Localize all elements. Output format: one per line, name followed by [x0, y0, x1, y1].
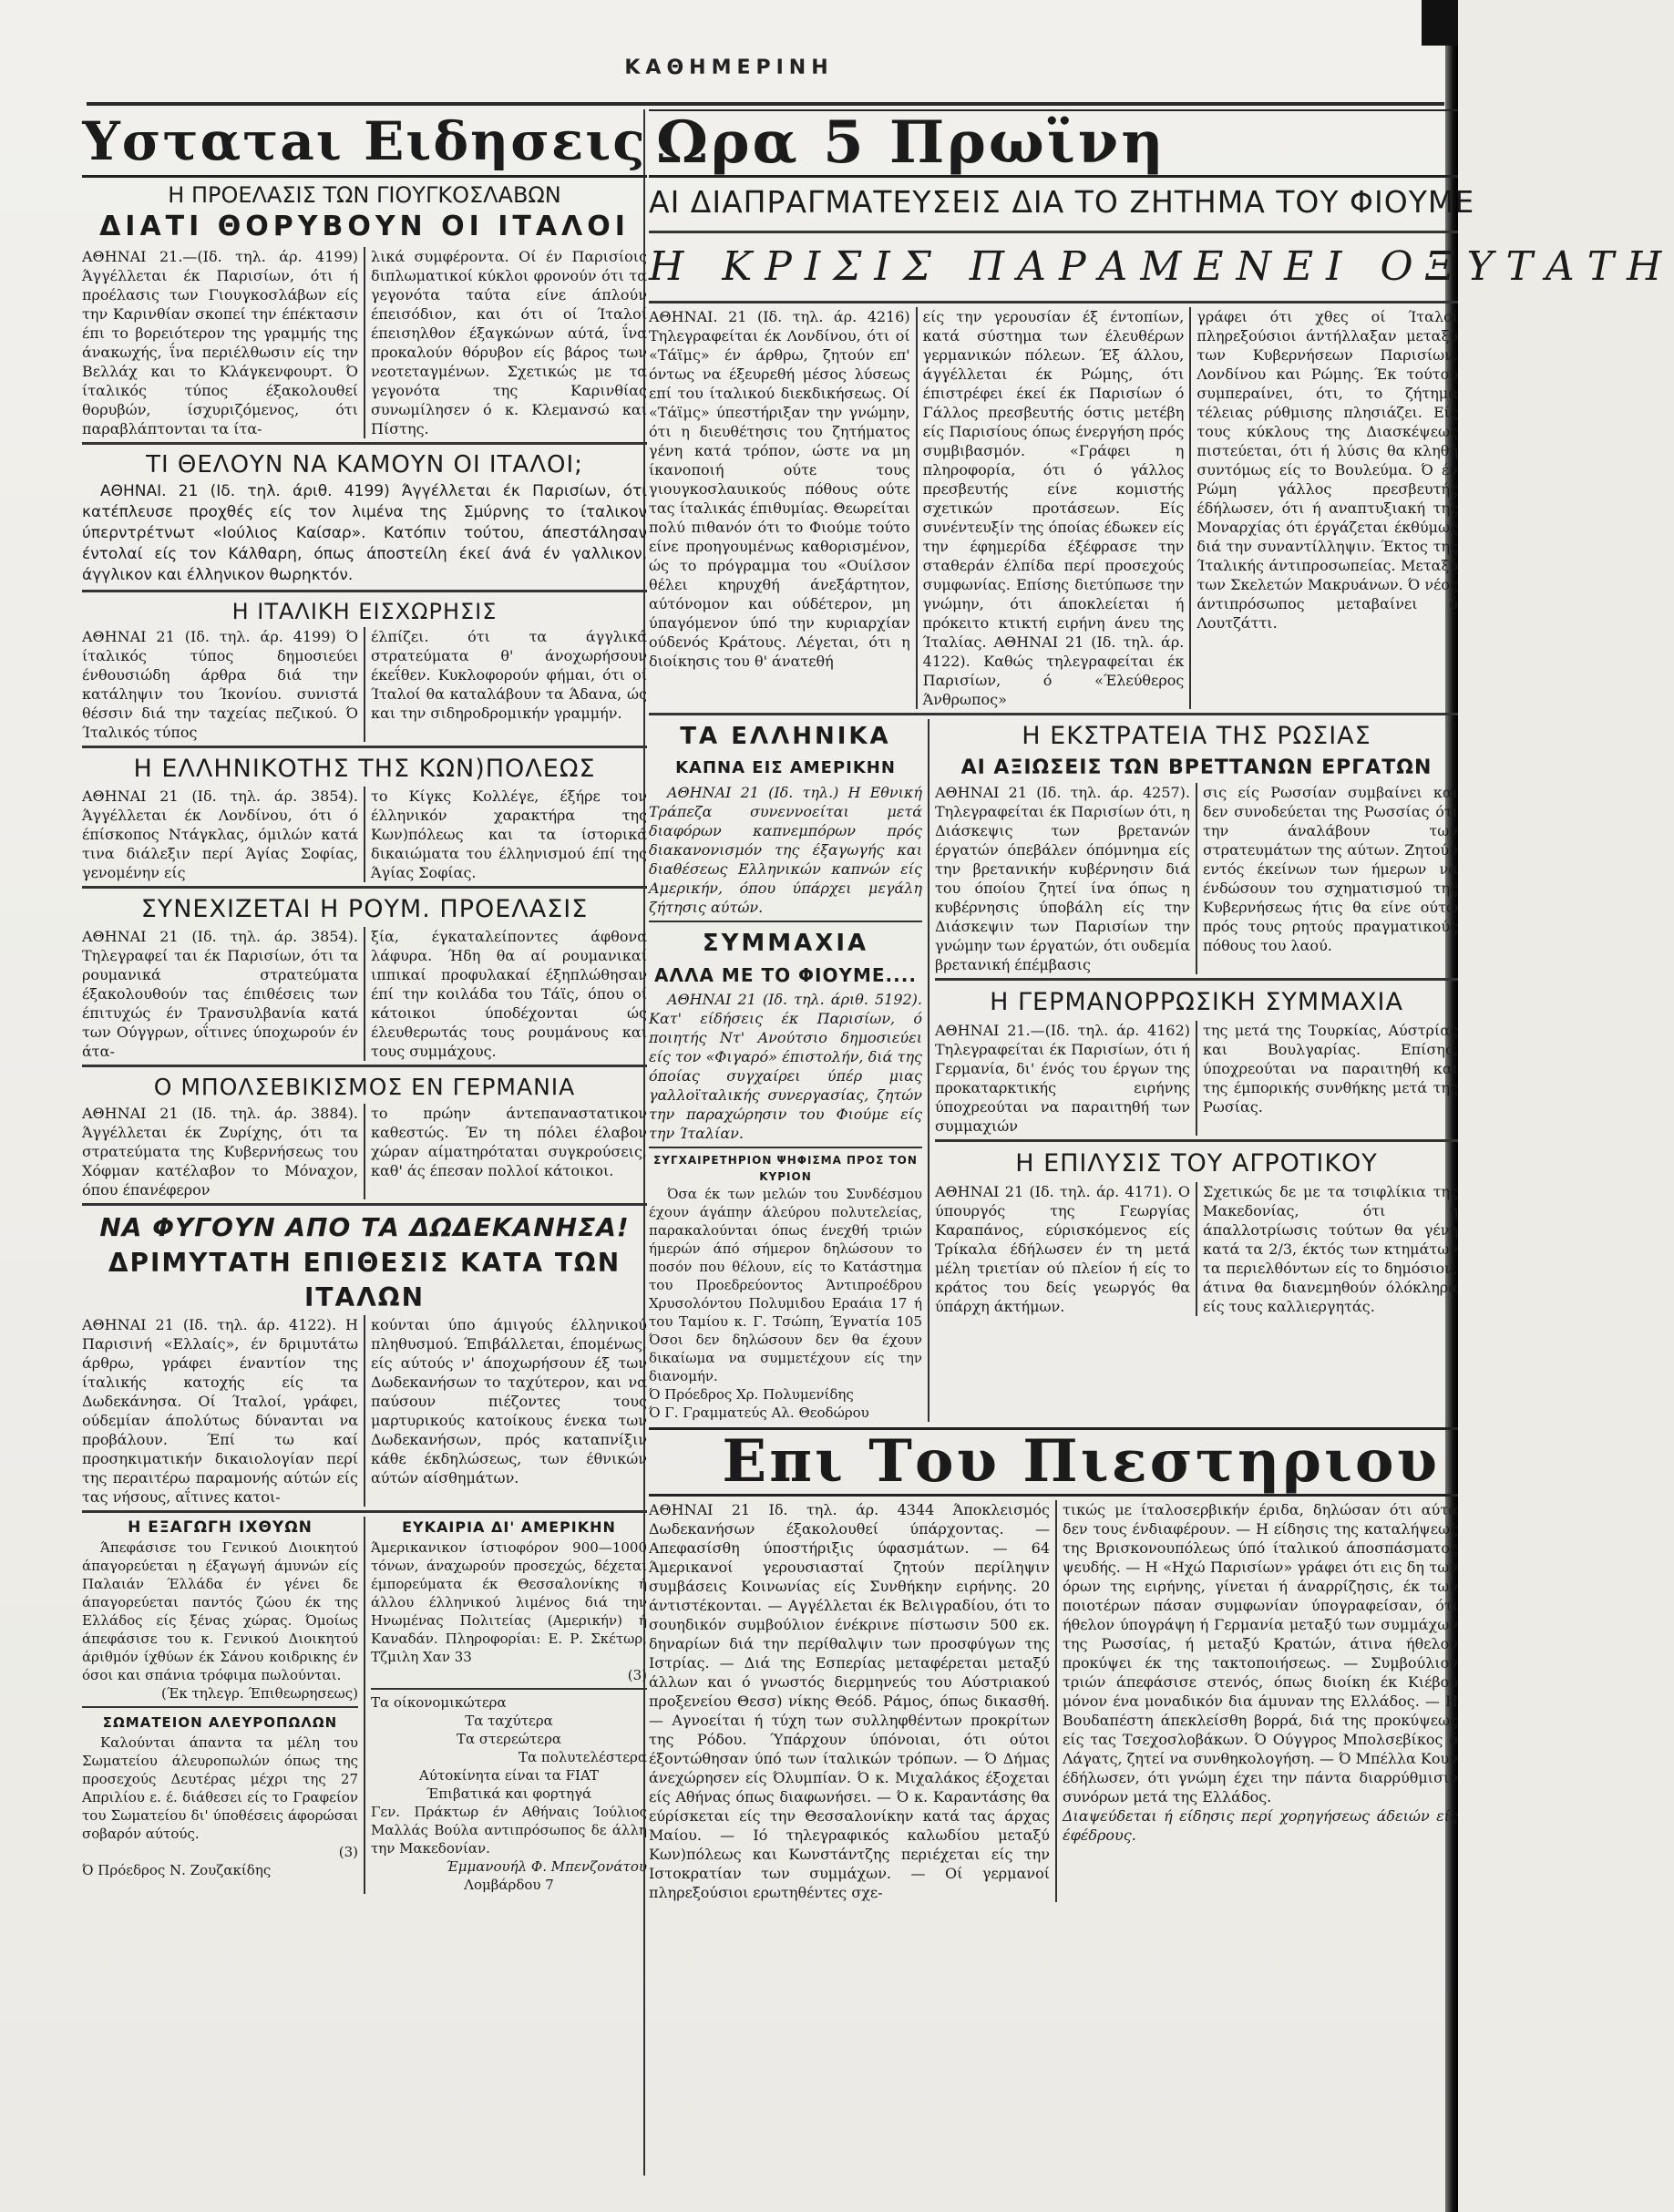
article-hellenism-constantinople — [82, 752, 647, 882]
headline: ΑΙ ΔΙΑΠΡΑΓΜΑΤΕΥΣΕΙΣ ΔΙΑ ΤΟ ΖΗΤΗΜΑ ΤΟΥ ΦΙΟΥΜΕ — [649, 184, 1475, 220]
ad-line: Τα οίκονομικώτερα — [371, 1694, 507, 1711]
article-text: Όσα έκ των μελών του Συνδέσμου έχουν άγάπην άλεύρου πολυτελείας, παρακαλούνται όπως ένεχθή τριών ήμερών άπό σήμερον δηλώσουν το ποσόν που θέλουν, είς το Κατάστημα του Προεδρεύοντος Άντιπροέδρου Χρυσολόντου Πολυμιδου Εραάια 17 ή του Ταμίου κ. Γ. Τσώπη, Έγνατία 105 Όσοι δεν δηλώσουν δεν θα έχουν δικαίωμα να συμμετέχουν είς την διανομήν. — [649, 1186, 922, 1384]
headline: ΤΑ ΕΛΛΗΝΙΚΑ — [680, 723, 891, 750]
article-text: της μετά της Τουρκίας, Αύστρίας και Βουλγαρίας. Επίσης, ύποχρεούται να παραιτηθή και της έμπορικής συνθήκης μετά της Ρωσίας. — [1203, 1022, 1458, 1116]
article-text: είς την γερουσίαν έξ έντοπίων, κατά σύστημα των έλευθέρων γερμανικών πόλεων. Έξ άλλου, άγγέλλεται έκ Ρώμης, ότι έπιστρέφει έκεί έκ Παρισίων ό Γάλλος πρεσβευτής όστις μετέβη είς Παρισίους όπως ένεργήση πρός συμβιβασμόν. «Γράφει η πληροφορία, ότι ό γάλλος πρεσβευτής είνε κομιστής σχετικών προτάσεων. Είς συνέντευξίν της όποίας έδωκεν είς την έφημερίδα έξέφρασε την σταθεράν έλπίδα περί προσεχούς συμφωνίας. Επίσης διετύπωσε την γνώμην, ότι άποκλείεται ή πρόκειτο κτικτή ειρήνη άνευ της Ίταλίας. ΑΘΗΝΑΙ 21 (Ιδ. τηλ. άρ. 4122). Καθώς τηλεγραφείται έκ Παρισίων, ό «Έλεύθερος Άνθρωπος» — [922, 308, 1185, 708]
headline: ΑΙ ΑΞΙΩΣΕΙΣ ΤΩΝ ΒΡΕΤΤΑΝΩΝ ΕΡΓΑΤΩΝ — [960, 756, 1433, 779]
classifieds — [82, 1517, 647, 1894]
article-bolshevism-germany — [82, 1071, 647, 1199]
headline: ΣΥΜΜΑΧΙΑ — [702, 930, 869, 957]
article-text: τικώς με ίταλοσερβικήν έριδα, δηλώσαν ότι αύτά δεν τους ένδιαφέρουν. — Η είδησις της καταλήψεως της Βρισκονουπόλεως ύπό ίταλικού άποσπάσματος ψευδής. — Η «Ηχώ Παρισίων» γράφει ότι εις δη των όρων της ειρήνης, γίνεται ή άναρρίζησις, έκ των ποιοτέρων πάσαν συμφωνίαν ύπογραφείσαν, ότι ήθελον ύπογράψη ή Γερμανία μεταξύ των συμμάχων της Ρωσσίας, ή μεταξύ Κρατών, άτινα ήθελον προκύψει έκ της τακτοποιήσεως. — Συμβούλιον τριών άπεφάσισε στενός, όπως διοίκη έκ Κιέβου μόνον ένα μοναδικόν δια άμυναν της Ελλάδος. — Η Βουδαπέστη άπεκλείσθη βορρά, διά της προκύψεως είς τας Τσεχοσλοβάκων. Ό Ούγγρος Μπολσεβίκος ό Λάγατς, ζητεί να συνθηκολογήση. — Ό Μπέλλα Κουν έδήλωσεν, ότι γνώμη έχει την πάντα διαρρύθμισιν συνόρων μετά της Ελλάδος. — [1063, 1501, 1458, 1806]
article-text: Σχετικώς δε με τα τσιφλίκια της Μακεδονίας, ότι ή άπαλλοτρίωσις τούτων θα γένη κατά τα 2/3, έκτός των κτημάτων τα περιελθόντων είς το δημόσιον, άτινα θα διανεμηθούν όλόκληρα είς τους καλλιεργητάς. — [1203, 1183, 1458, 1315]
headline: ΕΥΚΑΙΡΙΑ ΔΙ' ΑΜΕΡΙΚΗΝ — [402, 1518, 616, 1536]
left-column — [82, 109, 647, 2176]
article-text: λικά συμφέροντα. Οί έν Παρισίοις διπλωματικοί κύκλοι φρονούν ότι τα γεγονότα ταύτα είνε άπλούν έπεισόδιον, και ότι οί Ίταλοί έπεισηλθον έξαγκώνων αύτά, ΐνα προκαλούν θόρυβον είς βάρος των νεοτεταγμένων. Σχετικώς με τα γεγονότα της Καρινθίας συνωμίλησεν ό κ. Κλεμανσώ και Πίστης. — [371, 248, 647, 437]
article-text: ΑΘΗΝΑΙ. 21 (Ιδ. τηλ. άριθ. 4199) Άγγέλλεται έκ Παρισίων, ότι κατέπλευσε προχθές είς τον λιμένα της Σμύρνης το ίταλικον ύπερντρέτνωτ «Ιούλιος Καίσαρ». Κατόπιν τούτου, άπεστάλησαν έντολαί είς τον Κάλθαρη, όπως άποστείλη έκεί άνά έν γαλλικον, άγγλικον και έλληνικον θωρηκτόν. — [82, 482, 647, 584]
fiat-ad — [371, 1693, 647, 1894]
article-text: το Κίγκς Κολλέγε, έξήρε τον έλληνικόν χαρακτήρα της Κων)πόλεως και τα ίστορικά δικαιώματα του έλληνισμού έπί της Άγίας Σοφίας. — [371, 787, 647, 881]
headline: Η ΓΕΡΜΑΝΟΡΡΩΣΙΚΗ ΣΥΜΜΑΧΙΑ — [990, 988, 1403, 1016]
ad-line: Γεν. Πράκτωρ έν Αθήναις Ίούλιος Μαλλάς Βούλα αντιπρόσωπος δε άλλη την Μακεδονίαν. — [371, 1804, 647, 1857]
article-russia-campaign — [935, 719, 1458, 974]
notice-text: Άπεφάσισε του Γενικού Διοικητού άπαγορεύεται η έξαγωγή άμυνών είς Παλαιάν Έλλάδα έν γένει δε άπαγορεύεται παντός ζώου έκ της Ελλάδος είς ξένας χώρας. Όμοίως άπεφάσισε του κ. Γενικού Διοικητού άριθμόν ίχθύων έκ Σάνου κοιδρικης έν όσοι και σπάνια τρόφιμα πωλούνται. — [82, 1539, 358, 1683]
signature: Ό Πρόεδρος Ν. Ζουζακίδης — [82, 1862, 272, 1878]
article-romanian-advance — [82, 892, 647, 1061]
signature: Ό Πρόεδρος Χρ. Πολυμενίδης — [649, 1386, 854, 1403]
page-corner-shadow — [1422, 0, 1458, 46]
article-text: ΑΘΗΝΑΙ 21.—(Ιδ. τηλ. άρ. 4162) Τηλεγραφείται έκ Παρισίων, ότι ή Γερμανία, δι' ένός του έργων της προκαταρκτικής ειρήνης ύποχρεούται να παραιτηθή των συμμαχιών — [935, 1022, 1190, 1135]
article-text: ξία, έγκαταλείποντες άφθονα λάφυρα. Ήδη θα αί ρουμανικαί ιππικαί προφυλακαί έξηπλώθησαν έπί την κοιλάδα του Τάϊς, όπου οί κάτοικοι ύποδέχονται ώς έλευθερωτάς τους ρουμάνους και τους συμμάχους. — [371, 928, 647, 1060]
article-text: ΑΘΗΝΑΙ 21.—(Ιδ. τηλ. άρ. 4199) Άγγέλλεται έκ Παρισίων, ότι ή προέλασις των Γιουγκοσλάβων είς την Καρινθίαν σκοπεί την έπέκτασιν έπι το βορειότερον της γραμμής της άνακωχής, ΐνα περιέλθωσιν είς την Βελλάχ και το Κλάγκενφουρτ. Ό ίταλικός τύπος έξακολουθεί θορυβών, ίσχυριζόμενος, ότι παραβλάπτονται τα ίτα- — [82, 248, 358, 437]
headline: ΑΛΛΑ ΜΕ ΤΟ ΦΙΟΥΜΕ.... — [654, 964, 917, 986]
notice-number: (3) — [338, 1844, 358, 1860]
article-text: γράφει ότι χθες οί Ίταλοί πληρεξούσιοι άντήλλαξαν μεταξύ των Κυβερνήσεων Παρισίων, Λονδίνου και Ρώμης. Έκ τούτου συμπεραίνει, ότι, το ζήτημα τέλειας ρύθμισης πλησιάζει. Είς τους κύκλους της Διασκέψεως πιστεύεται, ότι ή λύσις θα κληθή συντόμως είς το Βουλεύμα. Ό έν Ρώμη γάλλος πρεσβευτής έδήλωσεν, ότι ή αναπτυξιακή της Μοναρχίας ότι έργάζεται έκθύμως διά την συναντίλληψιν. Έκτος της Ίταλικής άντιπροσωπείας. Μεταξύ των Σκελετών Μακρυάνων. Ό νέος άντιπρόσωπος μεταβαίνει ό Λουτζάττι. — [1196, 308, 1459, 632]
section-title-5am: Ωρα 5 Πρωϊνη — [649, 109, 1458, 178]
headline: ΣΥΓΧΑΙΡΕΤΗΡΙΟΝ ΨΗΦΙΣΜΑ ΠΡΟΣ ΤΟΝ ΚΥΡΙΟΝ — [653, 1154, 918, 1183]
signature: Ό Γ. Γραμματεύς Αλ. Θεοδώρου — [649, 1404, 869, 1421]
headline: ΣΥΝΕΧΙΖΕΤΑΙ Η ΡΟΥΜ. ΠΡΟΕΛΑΣΙΣ — [140, 895, 589, 923]
article-text: ΑΘΗΝΑΙ 21 (Ιδ. τηλ.) Η Εθνική Τράπεζα συνεννοείται μετά διαφόρων καπνεμπόρων πρός διακανονισμόν της έξαγωγής και διαθέσεως Ελληνικών καπνών είς Αμερικήν, όπου ύπάρχει μεγάλη ζήτησις αύτών. — [649, 784, 922, 916]
top-rule — [87, 102, 1444, 106]
article-text: το πρώην άντεπαναστατικον καθεστώς. Έν τη πόλει έλαβον χώραν αίματηρόταται συγκρούσεις, καθ' άς έπεσαν πολλοί κάτοικοι. — [371, 1105, 647, 1179]
article-italian-penetration — [82, 596, 647, 742]
article-text: ΑΘΗΝΑΙ 21 (Ιδ. τηλ. άρ. 4122). Η Παρισινή «Ελλαίς», έν δριμυτάτω άρθρω, γράφει έναντίον της ίταλικής κατοχής είς τα Δωδεκάνησα. Οί Ίταλοί, γράφει, ούδεμίαν άπολύτως δύνανται να προβάλουν. Έπί τω καί προσηκιματικήν δικαιολογίαν περί της περαιτέρω παραμονής αύτών είς τας νήσους, αΐτινες κατοι- — [82, 1316, 358, 1506]
ad-address: Λομβάρδου 7 — [464, 1877, 554, 1893]
headline: Η ΕΚΣΤΡΑΤΕΙΑ ΤΗΣ ΡΩΣΙΑΣ — [1022, 722, 1371, 750]
article-greek-tobacco — [649, 719, 922, 1422]
headline: Η ΠΡΟΕΛΑΣΙΣ ΤΩΝ ΓΙΟΥΓΚΟΣΛΑΒΩΝ — [168, 182, 561, 208]
article-text: ΑΘΗΝΑΙ 21 (Ιδ. τηλ. άρ. 4199) Ό ίταλικός τύπος δημοσιεύει ένθουσιώδη άρθρα διά την κατάληψιν του Ίκονίου. συνιστά θέσσιν διά την ταχείας πεζικού. Ό Ίταλικός τύπος — [82, 628, 358, 741]
headline: Ο ΜΠΟΛΣΕΒΙΚΙΣΜΟΣ ΕΝ ΓΕΡΜΑΝΙΑ — [153, 1074, 576, 1100]
article-text: ΑΘΗΝΑΙ. 21 (Ιδ. τηλ. άρ. 4216) Τηλεγραφείται έκ Λονδίνου, ότι οί «Τάϊμς» έν άρθρω, ζητούν επ' όντως να έξευρεθή μέσος λύσεως επί του ίταλικού διεκδικήσεως. Οί «Τάϊμς» ύπεστήριξαν την γνώμην, ότι η διευθέτησις του ζητήματος γένη κατά τρόπον, ώστε να μη ίκανοποιή ούτε τους γιουγκοσλαυικούς πόθους ούτε τας ίταλικάς έπιθυμίας. Θεωρείται πολύ πιθανόν ότι το Φιούμε τούτο είνε προηγουμένως καθορισμένον, ώς το πρόγραμμα του «Ουίλσον θέλει κηρυχθή άνεξάρτητον, αύτόνομον και ούδέτερον, μη ύπαγόμενον ύπό την κυριαρχίαν ούδενός Κράτους. Λέγεται, ότι η διοίκησις του θ' άνατεθή — [649, 308, 910, 670]
article-text: ΑΘΗΝΑΙ 21 (Ιδ. τηλ. άρ. 3884). Άγγέλλεται έκ Ζυρίχης, ότι τα στρατεύματα της Κυβερνήσεως του Χόφμαν κατέλαβον το Μόναχον, όπου έπανέφερον — [82, 1105, 358, 1199]
headline: Η ΕΠΙΛΥΣΙΣ ΤΟΥ ΑΓΡΟΤΙΚΟΥ — [1015, 1149, 1378, 1178]
right-column — [649, 108, 1674, 2176]
ad-text: Άμερικανικον ίστιοφόρον 900—1000 τόνων, άναχωρούν προσεχώς, δέχεται έμπορεύματα έκ Θεσσαλονίκης ή άλλου έλληνικού λιμένος διά την Ηνωμένας Πολιτείας (Αμερικήν) ή Καναδάν. Πληροφορίαι: Ε. Ρ. Σκέτωρ, Τζμιλη Χαν 33 — [371, 1539, 647, 1665]
headline: Η ΙΤΑΛΙΚΗ ΕΙΣΧΩΡΗΣΙΣ — [231, 599, 498, 624]
headline: ΣΩΜΑΤΕΙΟΝ ΑΛΕΥΡΟΠΩΛΩΝ — [102, 1714, 338, 1731]
ad-number: (3) — [627, 1667, 647, 1683]
article-yugoslav-advance — [82, 181, 647, 438]
article-text: ΑΘΗΝΑΙ 21 Ιδ. τηλ. άρ. 4344 Άποκλεισμός Δωδεκανήσων έξακολουθεί ύπάρχοντας. — Απεφασίσθη ύποστήριξις ύφασμάτων. — 64 Άμερικανοί γερουσιασταί ζητούν περίληψιν συμβάσεις Κοινωνίας είς Συνθήκην ειρήνης. 20 άντιστέκονται. — Αγγέλλεται έκ Βελιγραδίου, ότι το σουηδικόν συμβούλιον ένέκρινε πίστωσιν 500 εκ. δηναρίων διά την περίθαλψιν των προσφύγων της Ιστρίας. — Διά της Εσπερίας μεταφέρεται μεταξύ άλλων και ό γνωστός διερμηνεύς του Αύστριακού προξενείου Θεσσ) νίκης Θεόδ. Ράμος, όπως δικασθή. — Αγνοείται ή τύχη των συλληφθέντων προκρίτων της Ρόδου. Ύπάρχουν ύπόνοιαι, ότι ούτοι έξοντώθησαν ύπό των ίταλικών τρόπων. — Ό Δήμας άνεχώρησεν είς Όλυμπίαν. Ό κ. Μιχαλάκος έξοχεται είς Αθήνας όπως διαφωνήσει. — Ό κ. Καραντάσης θα εύρίσκεται είς την Θεσσαλονίκην κατά τας άρχας Μαίου. — Ιό τηλεγραφικός καλωδίου μεταξύ Κων)πόλεως και Κωνστάντζης περιέχεται είς την Ιστοκρατίαν των συμμάχων. — Οί γερμανοί πληρεξούσιοι ερωτηθέντες σχε- — [649, 1501, 1050, 1901]
article-dodecanese — [82, 1209, 647, 1507]
notice-text: Καλούνται άπαντα τα μέλη του Σωματείου άλευροπωλών όπως της προσεχούς Δευτέρας μέχρι της 27 Απριλίου ε. έ. διάθεσει είς το Γραφείον του Σωματείου δι' ύποθέσεις άφορώσαι σοβαρόν αύτούς. — [82, 1734, 358, 1842]
article-text: σις είς Ρωσσίαν συμβαίνει και δεν συνοδεύεται της Ρωσσίας ότι την άναλάβουν των στρατευμάτων της αύτων. Ζητούν εντός έκείνων των ήμερων να ένδώσουν του σχηματισμού της Κυβερνήσεως ήτις θα είνε ούτω πρός τους ρητούς πραγματικούς πόθους του λαού. — [1203, 784, 1458, 954]
ad-line: Αύτοκίνητα είναι τα FIAT — [419, 1767, 599, 1784]
headline: ΚΑΠΝΑ ΕΙΣ ΑΜΕΡΙΚΗΝ — [675, 758, 896, 777]
ad-line: Τα στερεώτερα — [456, 1731, 562, 1747]
headline: ΔΙΑΤΙ ΘΟΡΥΒΟΥΝ ΟΙ ΙΤΑΛΟΙ — [99, 211, 630, 242]
headline: ΔΡΙΜΥΤΑΤΗ ΕΠΙΘΕΣΙΣ ΚΑΤΑ ΤΩΝ ΙΤΑΛΩΝ — [108, 1248, 621, 1312]
ad-signature: Έμμανουήλ Φ. Μπενζονάτου — [446, 1858, 647, 1875]
headline: Η ΚΡΙΣΙΣ ΠΑΡΑΜΕΝΕΙ ΟΞΥΤΑΤΗ — [649, 243, 1674, 290]
ad-line: Τα πολυτελέστερα — [518, 1749, 647, 1765]
article-text: ΑΘΗΝΑΙ 21 (Ιδ. τηλ. άρ. 4171). Ο ύπουργός της Γεωργίας Καραπάνος, εύρισκόμενος είς Τρίκαλα έδήλωσεν έν τη μετά μέλη τριετίαν ού πλείον ή είς το κράτος του δείς γεωργός θα ύπάρχη άκτήμων. — [935, 1183, 1190, 1315]
article-text: έλπίζει. ότι τα άγγλικά στρατεύματα θ' άνοχωρήσουν έκεΐθεν. Κυκλοφορούν φήμαι, ότι οί Ίταλοί θα καταλάβουν τα Άδανα, ώς και την σιδηροδρομικήν γραμμήν. — [371, 628, 647, 722]
headline: Η ΕΞΑΓΩΓΗ ΙΧΘΥΩΝ — [128, 1518, 313, 1537]
article-italian-intentions — [82, 448, 647, 586]
article-german-russian-alliance — [935, 984, 1458, 1136]
headline: Η ΕΛΛΗΝΙΚΟΤΗΣ ΤΗΣ ΚΩΝ)ΠΟΛΕΩΣ — [133, 755, 596, 783]
article-text: ΑΘΗΝΑΙ 21 (Ιδ. τηλ. άρ. 3854). Άγγέλλεται έκ Λονδίνου, ότι ό έπίσκοπος Ντάγκλας, όμιλών κατά τινα διάλεξιν περί Άγίας Σοφίας, γενομένην είς — [82, 787, 358, 881]
article-text: κούνται ύπο άμιγούς έλληνικού πληθυσμού. Έπιβάλλεται, έπομένως, είς αύτούς ν' άποχωρήσουν έξ των Δωδεκανήσων το ταχύτερον, και να παύσουν πιέζοντες τους μαρτυρικούς κατοίκους ένεκα των Δωδεκανήσων, πρός καταπνίξιν κάθε έκδηλώσεως, των έθνικών αύτών αίσθημάτων. — [371, 1316, 647, 1487]
ad-line: Έπιβατικά και φορτηγά — [426, 1785, 592, 1802]
article-text: ΑΘΗΝΑΙ 21 (Ιδ. τηλ. άριθ. 5192). Κατ' είδήσεις έκ Παρισίων, ό ποιητής Ντ' Ανούτσιο δημοσιεύει είς τον «Φιγαρό» έπιστολήν, διά της όποίας συγχαίρει ύπέρ μιας γαλλοϊταλικής συνεργασίας, ζητών την παραχώρησιν του Φιούμε είς την Ίταλίαν. — [649, 991, 922, 1142]
masthead: ΚΑΘΗΜΕΡΙΝΗ — [624, 57, 834, 79]
article-text: ΑΘΗΝΑΙ 21 (Ιδ. τηλ. άρ. 3854). Τηλεγραφεί ται έκ Παρισίων, ότι τα ρουμανικά στρατεύματα έξακολουθούν τας έπιθέσεις των έπιτυχώς έν Τρανσυλβανία κατά των Ούγγρων, οΐτινες ύποχωρούν έν άτα- — [82, 928, 358, 1060]
article-text: Διαψεύδεται ή είδησις περί χορηγήσεως άδειών είς έφέδρους. — [1063, 1807, 1458, 1844]
headline: ΝΑ ΦΥΓΟΥΝ ΑΠΟ ΤΑ ΔΩΔΕΚΑΝΗΣΑ! — [99, 1212, 630, 1242]
section-title-stop-press: Επι Του Πιεστηριου — [649, 1427, 1458, 1497]
section-title-latest-news: Υστατaι Ειδησεις — [82, 109, 647, 178]
article-stop-press — [649, 1500, 1458, 1902]
ad-line: Τα ταχύτερα — [465, 1713, 553, 1729]
headline: ΤΙ ΘΕΛΟΥΝ ΝΑ ΚΑΜΟΥΝ ΟΙ ΙΤΑΛΟΙ; — [146, 451, 583, 478]
notice-source: (Έκ τηλεγρ. Έπιθεωρησεως) — [161, 1685, 358, 1702]
article-fiume-crisis — [649, 307, 1458, 709]
article-text: ΑΘΗΝΑΙ 21 (Ιδ. τηλ. άρ. 4257). Τηλεγραφείται έκ Παρισίων ότι, η Διάσκεψις των βρετανών έργατών όπεβάλεν όπόμνημα είς την βρετανικήν κυβέρνησιν διά του όποίου ζητεί ίνα όπως η κυβέρνησις ύποβάλη είς την Διάσκεψιν των Παρισίων την γνώμην των έργατών, ότι ουδεμία βρετανική έπέμβασις — [935, 784, 1190, 973]
article-agrarian-solution — [935, 1146, 1458, 1316]
